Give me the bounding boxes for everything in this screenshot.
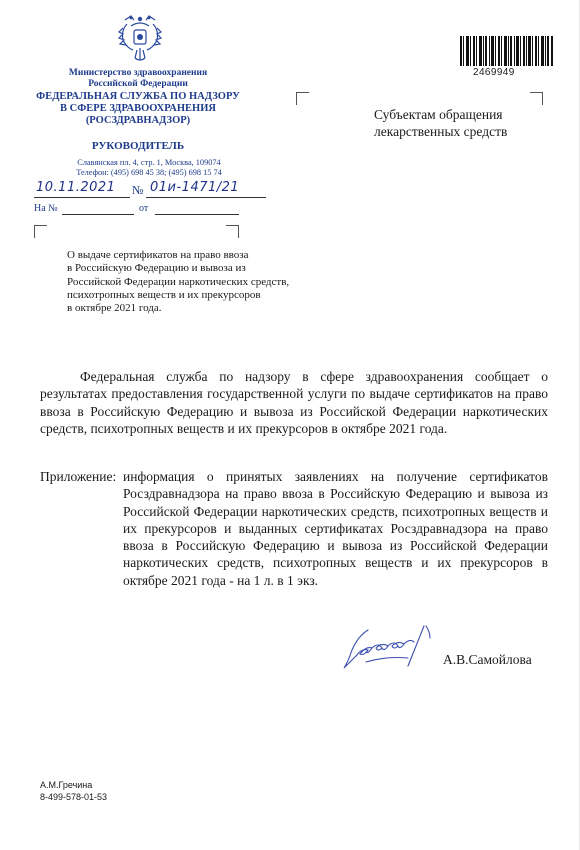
- contact-block: [40, 158, 258, 178]
- attachment-label: Приложение:: [40, 469, 117, 484]
- number-underline: [146, 197, 266, 198]
- service-name: [18, 91, 258, 127]
- service-line-3: (РОСЗДРАВНАДЗОР): [85, 115, 191, 126]
- subject-line-1: О выдаче сертификатов на право ввоза: [67, 249, 249, 261]
- from-label: от: [139, 203, 149, 214]
- phone: Телефон: (495) 698 45 38; (495) 698 15 74: [76, 168, 222, 177]
- ministry-line-1: Министерство здравоохранения: [68, 68, 208, 78]
- barcode: [460, 36, 553, 66]
- subject: [67, 249, 289, 315]
- registration-date: 10.11.2021: [36, 180, 116, 195]
- recipient: [374, 106, 507, 140]
- recipient-line-1: Субъектам обращения: [374, 107, 503, 122]
- subject-line-2: в Российскую Федерацию и вывоза из: [67, 262, 246, 275]
- executor-block: [40, 779, 107, 803]
- coat-of-arms-icon: [117, 14, 163, 64]
- date-underline: [34, 197, 130, 198]
- subject-line-3: Российской Федерации наркотических средств,: [67, 275, 290, 288]
- subject-corner-right: [226, 225, 239, 238]
- address: Славянская пл. 4, стр. 1, Москва, 109074: [77, 158, 221, 167]
- handwritten-signature: [338, 622, 440, 674]
- number-label: №: [132, 183, 144, 197]
- recipient-line-2: лекарственных средств: [374, 124, 508, 139]
- ministry-name: [18, 68, 258, 90]
- position-title: РУКОВОДИТЕЛЬ: [91, 140, 185, 152]
- barcode-number: 2469949: [473, 67, 515, 78]
- subject-line-5: в октябре 2021 года.: [67, 302, 162, 315]
- ministry-line-2: Российской Федерации: [88, 79, 188, 89]
- reply-number-line: [62, 214, 134, 215]
- signer-name: А.В.Самойлова: [443, 652, 532, 667]
- recipient-corner-left: [296, 92, 309, 105]
- service-line-1: ФЕДЕРАЛЬНАЯ СЛУЖБА ПО НАДЗОРУ: [36, 91, 240, 102]
- executor-name: А.М.Гречина: [40, 780, 93, 790]
- executor-phone: 8-499-578-01-53: [40, 792, 108, 802]
- reply-date-line: [155, 214, 239, 215]
- attachment-text: информация о принятых заявлениях на получение сертификатов Росздравнадзора на право ввоза в Российскую Федерацию и вывоза из Российской Федерации наркотических средств, психотропных веществ и их прекурсоров и выданных сертификатах Росздравнадзора на право ввоза в Российскую Федерацию и вывоза из Российской Федерации наркотических средств, психотропных веществ и их прекурсоров в октябре 2021 года - на 1 л. в 1 экз.: [123, 469, 548, 588]
- registration-number: 01и-1471/21: [150, 180, 240, 195]
- letter-body: Федеральная служба по надзору в сфере здравоохранения сообщает о результатах предоставления государственной услуги по выдаче сертификатов на право ввоза в Российскую Федерацию и вывоза из Российской Федерации наркотических средств, психотропных веществ и их прекурсоров в октябре 2021 года.: [40, 369, 548, 436]
- subject-line-4: психотропных веществ и их прекурсоров: [67, 288, 261, 301]
- reply-to-label: На №: [34, 203, 58, 214]
- subject-corner-left: [34, 225, 47, 238]
- service-line-2: В СФЕРЕ ЗДРАВООХРАНЕНИЯ: [60, 103, 216, 114]
- recipient-corner-right: [530, 92, 543, 105]
